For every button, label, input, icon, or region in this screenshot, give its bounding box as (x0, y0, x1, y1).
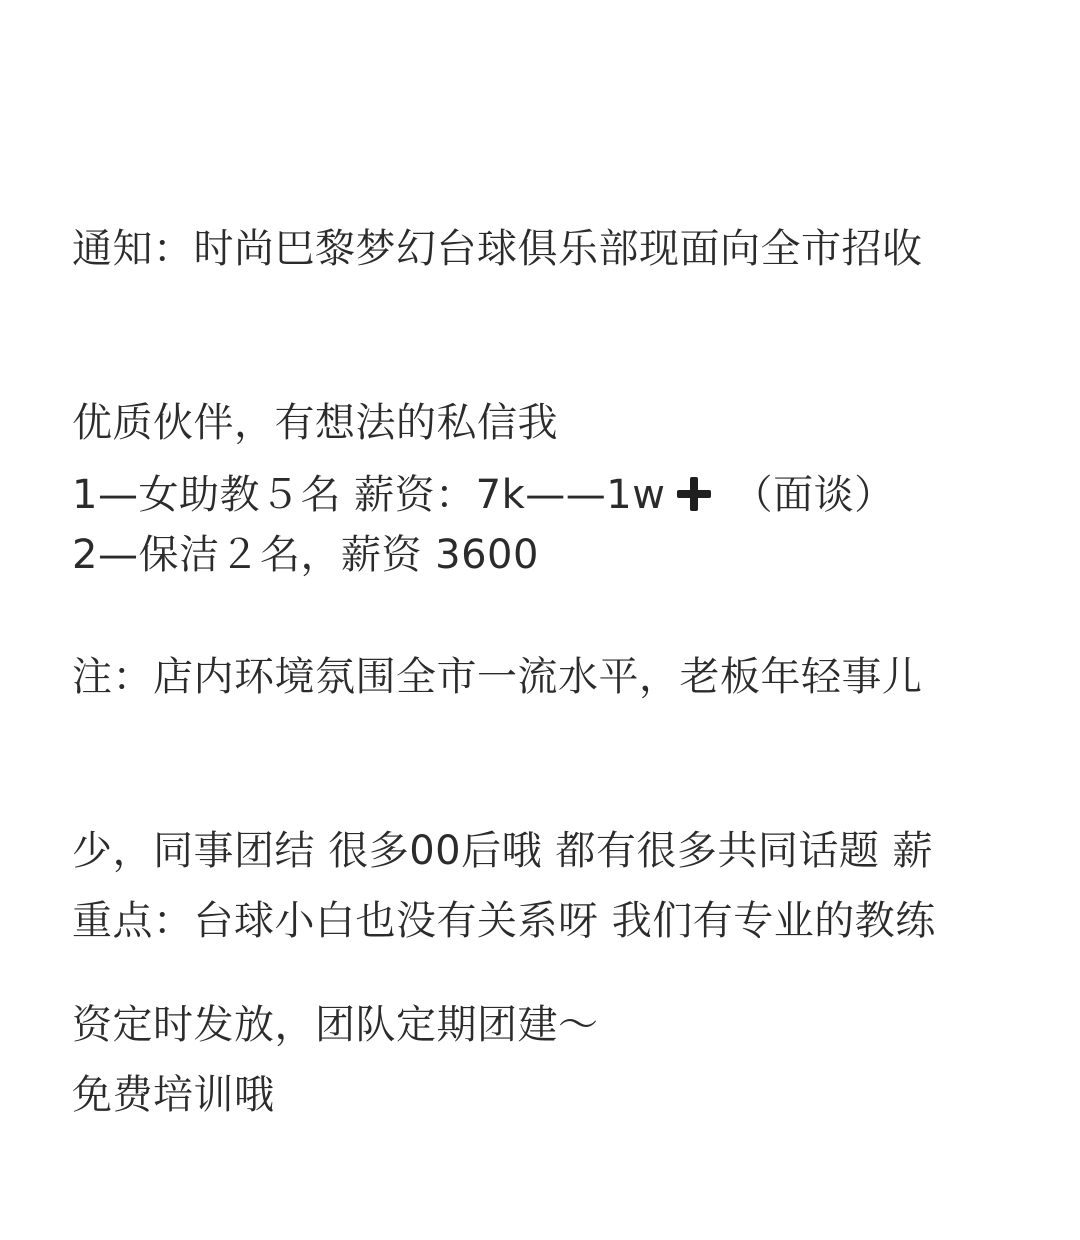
key-point-line: 免费培训哦 (72, 1072, 275, 1118)
notice-line: 通知：时尚巴黎梦幻台球俱乐部现面向全市招收 (72, 226, 923, 272)
key-point-paragraph (72, 776, 1012, 1240)
remark-line: 资定时发放，团队定期团建～ (72, 1002, 599, 1048)
job-line: 2—保洁２名，薪资 3600 (72, 532, 539, 578)
job-note: （面谈） (719, 472, 895, 518)
notice-line: 优质伙伴，有想法的私信我 (72, 400, 558, 446)
key-point-line: 重点：台球小白也没有关系呀 我们有专业的教练 (72, 898, 936, 944)
remark-line: 少，同事团结 很多00后哦 都有很多共同话题 薪 (72, 828, 934, 874)
job-title-salary: 1—女助教５名 薪资：7k——1w (72, 472, 666, 518)
remark-line: 注：店内环境氛围全市一流水平，老板年轻事儿 (72, 654, 923, 700)
